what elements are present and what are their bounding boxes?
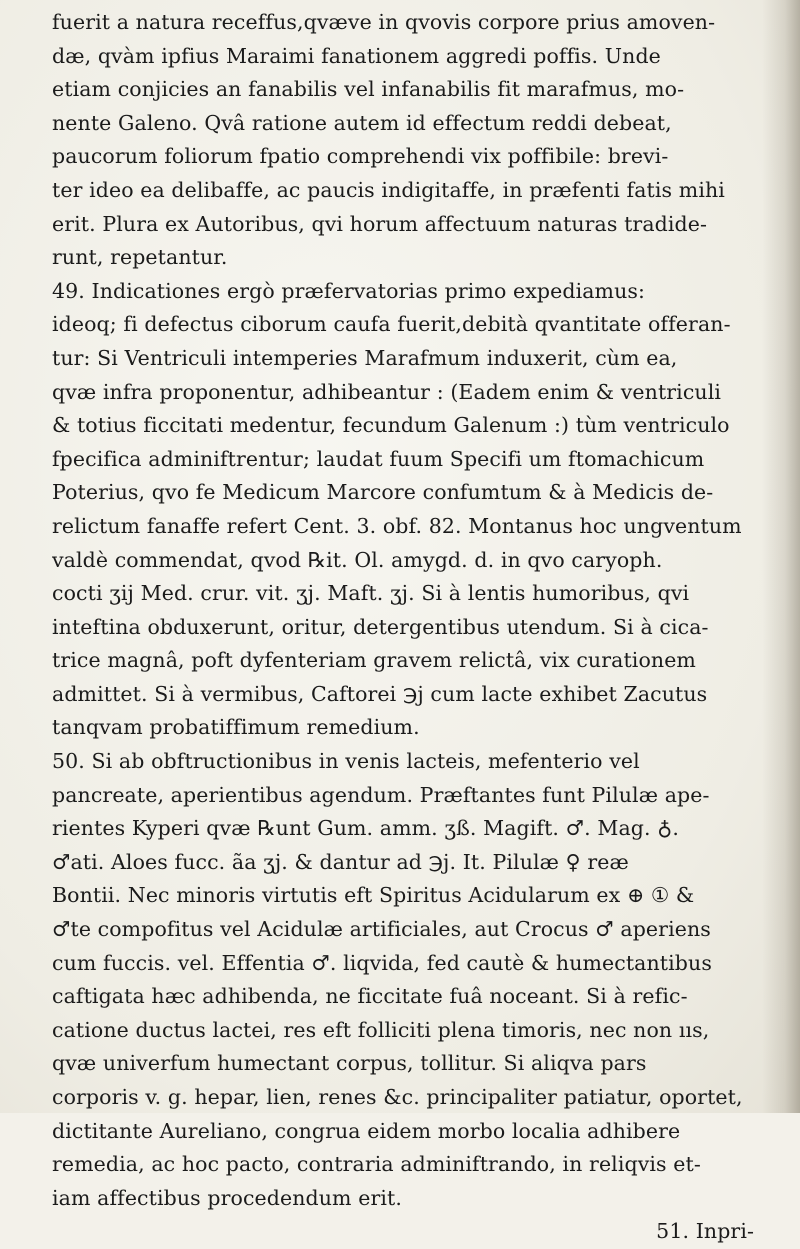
text-line: qvæ infra proponentur, adhibeantur : (Eadem enim & ventriculi xyxy=(52,379,722,404)
text-line: ter ideo ea delibaffe, ac paucis indigitaffe, in præfenti fatis mihi xyxy=(52,177,725,202)
text-line: catione ductus lactei, res eft folliciti plena timoris, nec non ııs, xyxy=(52,1017,710,1042)
text-line: Bontii. Nec minoris virtutis eft Spiritus Acidularum ex ⊕ ① & xyxy=(52,883,695,908)
text-line: tanqvam probatiffimum remedium. xyxy=(52,715,420,740)
text-line: Poterius, qvo fe Medicum Marcore confumtum & à Medicis de- xyxy=(52,480,714,505)
text-line: tur: Si Ventriculi intemperies Marafmum induxerit, cùm ea, xyxy=(52,345,678,370)
text-line: cocti ʒij Med. crur. vit. ʒj. Maft. ʒj. Si à lentis humoribus, qvi xyxy=(52,581,690,606)
text-line: qvæ univerfum humectant corpus, tollitur. Si aliqva pars xyxy=(52,1051,647,1076)
text-line: 49. Indicationes ergò præfervatorias primo expediamus: xyxy=(52,278,646,303)
text-line: trice magnâ, poft dyfenteriam gravem relictâ, vix curationem xyxy=(52,648,696,673)
text-line: cum fuccis. vel. Effentia ♂. liqvida, fed cautè & humectantibus xyxy=(52,950,712,975)
catchword: 51. Inpri- xyxy=(656,1219,754,1244)
text-line: rientes Kyperi qvæ ℞unt Gum. amm. ʒß. Magift. ♂. Mag. ♁. xyxy=(52,816,679,841)
text-line: paucorum foliorum fpatio comprehendi vix poffibile: brevi- xyxy=(52,144,669,169)
text-line: fpecifica adminiftrentur; laudat fuum Specifi um ftomachicum xyxy=(52,446,705,471)
text-line: ideoq; fi defectus ciborum caufa fuerit,debità qvantitate offeran- xyxy=(52,312,731,337)
text-line: runt, repetantur. xyxy=(52,245,228,270)
text-line: nente Galeno. Qvâ ratione autem id effectum reddi debeat, xyxy=(52,110,672,135)
text-line: dictitante Aureliano, congrua eidem morbo localia adhibere xyxy=(52,1118,681,1143)
text-line: etiam conjicies an fanabilis vel infanabilis fit marafmus, mo- xyxy=(52,77,685,102)
text-line: pancreate, aperientibus agendum. Præftantes funt Pilulæ ape- xyxy=(52,782,710,807)
text-line: inteftina obduxerunt, oritur, detergentibus utendum. Si à cica- xyxy=(52,614,709,639)
text-line: corporis v. g. hepar, lien, renes &c. principaliter patiatur, oportet, xyxy=(52,1085,743,1109)
text-line: ♂te compofitus vel Acidulæ artificiales, aut Crocus ♂ aperiens xyxy=(52,917,711,942)
text-line: remedia, ac hoc pacto, contraria adminiftrando, in reliqvis et- xyxy=(52,1152,701,1177)
text-line: fuerit a natura receffus,qvæve in qvovis corpore prius amoven- xyxy=(52,10,716,34)
text-line: & totius ficcitati medentur, fecundum Galenum :) tùm ventriculo xyxy=(52,413,730,438)
text-line: 50. Si ab obftructionibus in venis lacteis, mefenterio vel xyxy=(52,749,640,774)
text-line: valdè commendat, qvod ℞it. Ol. amygd. d. in qvo caryoph. xyxy=(52,547,663,572)
text-line: dæ, qvàm ipfius Maraimi fanationem aggredi poffis. Unde xyxy=(52,43,661,68)
page-text xyxy=(52,6,776,1249)
text-line: iam affectibus procedendum erit. xyxy=(52,1185,402,1210)
text-line: caftigata hæc adhibenda, ne ficcitate fuâ noceant. Si à refic- xyxy=(52,984,688,1009)
text-line: ♂ati. Aloes fucc. ãa ʒj. & dantur ad ℈j. It. Pilulæ ♀ reæ xyxy=(52,849,629,874)
text-line: erit. Plura ex Autoribus, qvi horum affectuum naturas tradide- xyxy=(52,211,708,236)
text-line: relictum fanaffe refert Cent. 3. obf. 82. Montanus hoc ungventum xyxy=(52,513,742,538)
text-line: admittet. Si à vermibus, Caftorei ℈j cum lacte exhibet Zacutus xyxy=(52,681,708,706)
